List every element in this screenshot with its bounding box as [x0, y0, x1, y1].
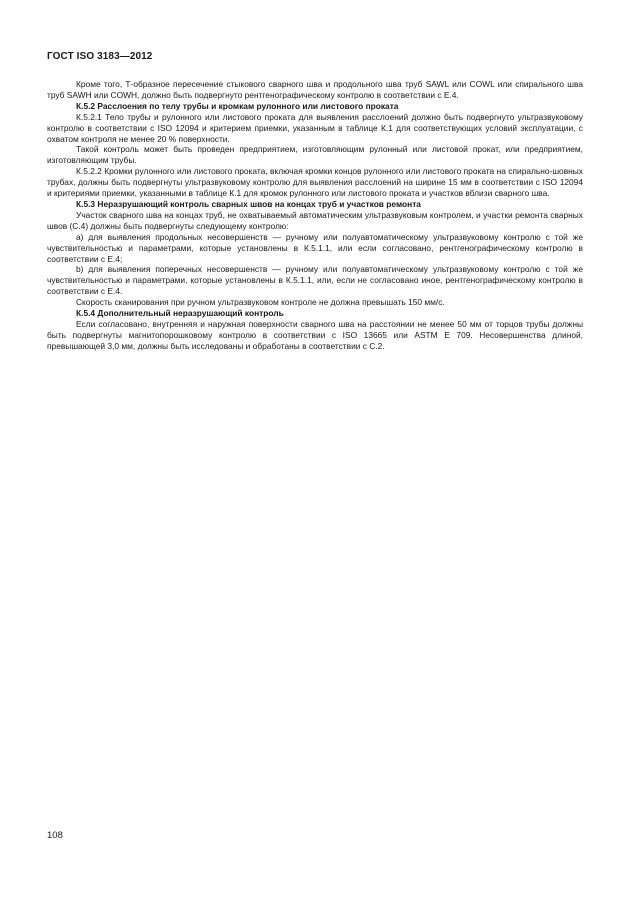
- section-heading: К.5.2 Расслоения по телу трубы и кромкам рулонного или листового проката: [76, 100, 399, 111]
- document-header: ГОСТ ISO 3183—2012: [47, 51, 153, 62]
- section-heading: К.5.4 Дополнительный неразрушающий контроль: [76, 308, 284, 319]
- body-paragraph: Скорость сканирования при ручном ультразвуковом контроле не должна превышать 150 мм/с.: [76, 297, 445, 308]
- section-heading: К.5.3 Неразрушающий контроль сварных швов на концах труб и участков ремонта: [76, 198, 421, 209]
- list-item: b) для выявления поперечных несовершенств — ручному или полуавтоматическому ультразвуковому контролю с той же чувствительностью и параметрами, которые установлены в К.5.1.1, или, если не согласовано иное, рентгенографическому контролю в соответствии с Е.4.: [47, 264, 583, 297]
- body-paragraph: Такой контроль может быть проведен предприятием, изготовляющим рулонный или листовой прокат, или предприятием, изготовляющим трубы.: [47, 144, 583, 166]
- page-number: 108: [47, 830, 63, 841]
- body-paragraph: Участок сварного шва на концах труб, не охватываемый автоматическим ультразвуковым контролем, и участки ремонта сварных швов (С.4) должны быть подвергнуты следующему контролю:: [47, 209, 583, 231]
- list-item: а) для выявления продольных несовершенств — ручному или полуавтоматическому ультразвуковому контролю с той же чувствительностью и параметрами, которые установлены в К.5.1.1, или если согласовано, рентгенографическому контролю в соответствии с Е.4;: [47, 231, 583, 264]
- body-paragraph: Если согласовано, внутренняя и наружная поверхности сварного шва на расстоянии не менее 50 мм от торцов трубы должны быть подвергнуты магнитопорошковому контролю в соответствии с ISO 13665 или ASTM E 709. Несовершенства длиной, превышающей 3,0 мм, должны быть исследованы и обработаны в соответствии с С.2.: [47, 318, 583, 351]
- body-paragraph: Кроме того, Т-образное пересечение стыкового сварного шва и продольного шва труб SAWL или COWL или спирального шва труб SAWH или COWH, должно быть подвергнуто рентгенографическому контролю в соответствии с Е.4.: [47, 79, 583, 100]
- body-paragraph: К.5.2.2 Кромки рулонного или листового проката, включая кромки концов рулонного или листового проката на спирально-шовных трубах, должны быть подвергнуты ультразвуковому контролю для выявления расслоений на ширине 15 мм в соответствии с ISO 12094 и критериями приемки, указанными в таблице К.1 для кромок рулонного или листового проката и участков вблизи сварного шва.: [47, 166, 583, 199]
- body-paragraph: К.5.2.1 Тело трубы и рулонного или листового проката для выявления расслоений должно быть подвергнуто ультразвуковому контролю в соответствии с ISO 12094 и критерием приемки, указанным в таблице К.1 для соответствующих условий эксплуатации, с охватом контроля не менее 20 % поверхности.: [47, 111, 583, 144]
- document-body: [47, 79, 583, 352]
